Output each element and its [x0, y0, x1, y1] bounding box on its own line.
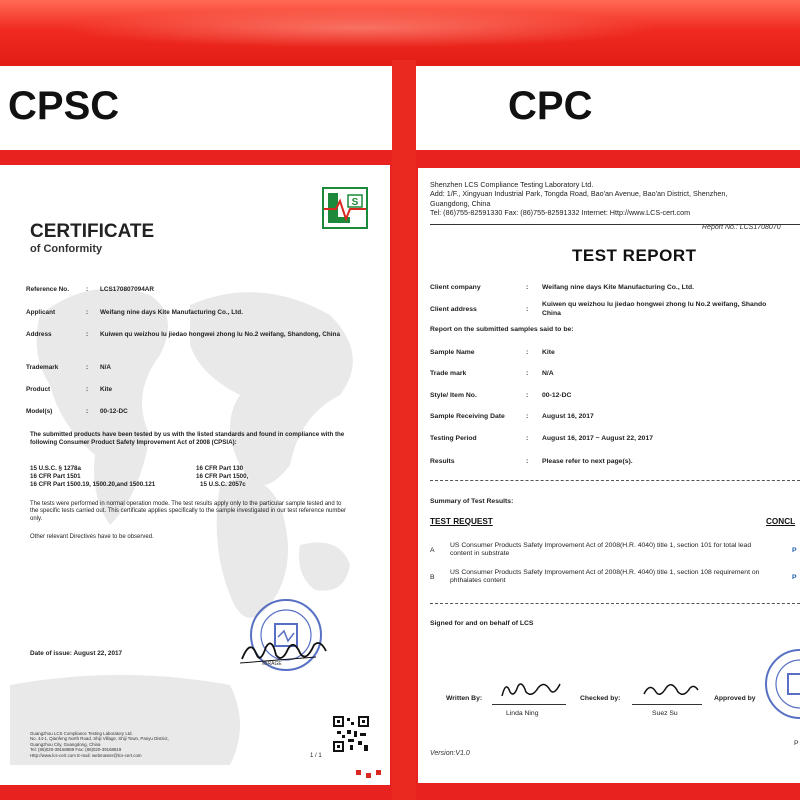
qr-code-icon — [332, 715, 370, 753]
field-value-client-company: Weifang nine days Kite Manufacturing Co., Ltd. — [542, 284, 695, 291]
item-letter-b: B — [430, 574, 435, 581]
field-label-sample-name: Sample Name — [430, 349, 475, 356]
signature-name: MIRAGE — [262, 661, 282, 667]
field-value-model: 00-12-DC — [100, 408, 128, 415]
colon: : — [86, 364, 89, 371]
field-value-reference: LCS170807094AR — [100, 286, 154, 293]
conformity-statement: The submitted products have been tested by us with the listed standards and found in compliance with the following Consumer Product Safety Improvement Act of 2008 (CPSIA): — [30, 431, 345, 446]
issue-date: Date of issue: August 22, 2017 — [30, 650, 123, 657]
field-label-applicant: Applicant — [26, 309, 56, 316]
colon: : — [526, 306, 529, 313]
field-label-testing-period: Testing Period — [430, 435, 477, 442]
colon: : — [526, 349, 529, 356]
field-label-results: Results — [430, 458, 455, 465]
standard-left-3: 16 CFR Part 1500.19, 1500.20,and 1500.121 — [30, 481, 156, 488]
item-text-a: US Consumer Products Safety Improvement Act of 2008(H.R. 4040) title 1, section 101 for total lead content in substrate — [450, 542, 752, 558]
footer-line-5: Http://www.lcs-cert.com E-mail: webmaster@lcs-cert.com — [30, 752, 142, 758]
lab-header-line-1: Shenzhen LCS Compliance Testing Laboratory Ltd. — [430, 180, 594, 189]
field-label-reference: Reference No. — [26, 286, 69, 293]
signature-icon — [236, 635, 332, 669]
summary-label: Summary of Test Results: — [430, 498, 514, 505]
field-value-receiving-date: August 16, 2017 — [542, 413, 594, 420]
red-square-decoration — [376, 770, 381, 775]
footer-line-4: Tel: (86)020-39168889 Fax: (86)020-39168819 — [30, 747, 122, 753]
lab-header — [430, 180, 800, 218]
field-value-testing-period: August 16, 2017 ~ August 22, 2017 — [542, 435, 654, 442]
colon: : — [526, 458, 529, 465]
label-cpc: CPC — [508, 84, 593, 128]
signature-line — [632, 704, 702, 705]
standard-right-2: 16 CFR Part 1500, — [196, 473, 249, 480]
written-by-label: Written By: — [446, 695, 483, 702]
standard-right-1: 16 CFR Part 130 — [196, 465, 244, 472]
colon: : — [526, 392, 529, 399]
colon: : — [526, 284, 529, 291]
page-number: 1 / 1 — [310, 753, 322, 759]
certificate-title: CERTIFICATE — [30, 221, 155, 242]
footer-line-1: Guangzhou LCS Compliance Testing Laboratory Ltd. — [30, 731, 133, 736]
footer-line-3: Guangzhou City, Guangdong, China — [30, 741, 101, 747]
item-text-b: US Consumer Products Safety Improvement Act of 2008(H.R. 4040) title 1, section 108 requirement on phthalates content — [450, 569, 760, 585]
field-value-address: Kuiwen qu weizhou lu jiedao hongwei zhong lu No.2 weifang, Shandong, China — [100, 331, 340, 338]
colon: : — [526, 413, 529, 420]
field-value-sample-name: Kite — [542, 349, 555, 356]
approved-by-label: Approved by — [714, 695, 756, 702]
field-label-trade-mark: Trade mark — [430, 370, 467, 377]
field-value-product: Kite — [100, 386, 113, 393]
field-value-applicant: Weifang nine days Kite Manufacturing Co., Ltd. — [100, 309, 243, 316]
field-label-model: Model(s) — [26, 408, 53, 415]
field-value-style-item: 00-12-DC — [542, 392, 572, 399]
label-cpsc: CPSC — [8, 84, 120, 128]
submitted-intro: Report on the submitted samples said to be: — [430, 326, 574, 333]
dashed-rule — [430, 480, 800, 481]
field-label-trademark: Trademark — [26, 364, 59, 371]
column-test-request: TEST REQUEST — [430, 517, 493, 526]
field-label-style-item: Style/ Item No. — [430, 392, 477, 399]
test-report-document — [418, 168, 800, 783]
label-panel-cpc — [416, 66, 800, 150]
red-square-decoration — [356, 770, 361, 775]
certificate-document — [0, 165, 390, 785]
colon: : — [86, 286, 89, 293]
lab-header-line-2: Add: 1/F., Xingyuan Industrial Park, Tongda Road, Bao'an Avenue, Bao'an District, Shenzhen, — [430, 189, 728, 199]
writer-name: Linda Ning — [506, 710, 539, 717]
standard-right-3: 15 U.S.C. 2057c — [200, 481, 246, 488]
signature-line — [492, 704, 566, 705]
standard-left-1: 15 U.S.C. § 1278a — [30, 465, 81, 472]
colon: : — [86, 386, 89, 393]
colon: : — [526, 370, 529, 377]
certificate-subtitle: of Conformity — [30, 243, 103, 255]
column-conclusion: CONCL — [766, 517, 796, 526]
certification-stamp-icon — [754, 646, 800, 722]
field-label-address: Address — [26, 331, 52, 338]
field-value-client-address: Kuiwen qu weizhou lu jiedao hongwei zhong lu No.2 weifang, Shando — [542, 301, 767, 308]
certificate-footer — [30, 731, 220, 758]
field-label-client-address: Client address — [430, 306, 477, 313]
checker-name: Suez Su — [652, 710, 678, 717]
lcs-logo-icon — [322, 187, 368, 229]
checked-by-label: Checked by: — [580, 695, 621, 702]
field-value-client-address-2: China — [542, 310, 561, 317]
writer-signature-icon — [498, 676, 564, 702]
test-note: The tests were performed in normal operation mode. The test results apply only to the particular sample tested and to the specific tests carried out. This certificate applies specifically to the sample investigated in our test reference number only. — [30, 501, 347, 522]
svg-text:S: S — [351, 197, 359, 208]
banner-glow — [60, 8, 660, 48]
lab-header-line-4: Tel: (86)755-82591330 Fax: (86)755-82591332 Internet: Http://www.LCS-cert.com — [430, 208, 691, 218]
red-square-decoration — [366, 773, 371, 778]
field-value-trademark: N/A — [100, 364, 112, 371]
signed-for-lcs: Signed for and on behalf of LCS — [430, 620, 534, 627]
colon: : — [526, 435, 529, 442]
dashed-rule — [430, 603, 800, 604]
field-value-results: Please refer to next page(s). — [542, 458, 633, 465]
item-result-a: P — [792, 547, 797, 554]
version-label: Version:V1.0 — [430, 750, 470, 757]
colon: : — [86, 408, 89, 415]
field-value-trade-mark: N/A — [542, 370, 554, 377]
field-label-client-company: Client company — [430, 284, 481, 291]
top-banner — [0, 0, 800, 66]
footer-line-2: No. 44-1, Qianfeng North Road, Shiji Village, Shiji Town, Panyu District, — [30, 736, 169, 742]
report-title: TEST REPORT — [572, 246, 697, 265]
label-panel-cpsc — [0, 66, 392, 150]
other-directives: Other relevant Directives have to be observed. — [30, 534, 154, 540]
report-number: Report No.: LCS1708070 — [702, 224, 781, 231]
item-letter-a: A — [430, 547, 435, 554]
checker-signature-icon — [640, 676, 700, 702]
colon: : — [86, 309, 89, 316]
trailing-mark: P — [794, 740, 799, 747]
center-divider — [392, 60, 416, 800]
colon: : — [86, 331, 89, 338]
standard-left-2: 16 CFR Part 1501 — [30, 473, 81, 480]
field-label-receiving-date: Sample Receiving Date — [430, 413, 505, 420]
field-label-product: Product — [26, 386, 51, 393]
lab-header-line-3: Guangdong, China — [430, 198, 491, 208]
item-result-b: P — [792, 574, 797, 581]
